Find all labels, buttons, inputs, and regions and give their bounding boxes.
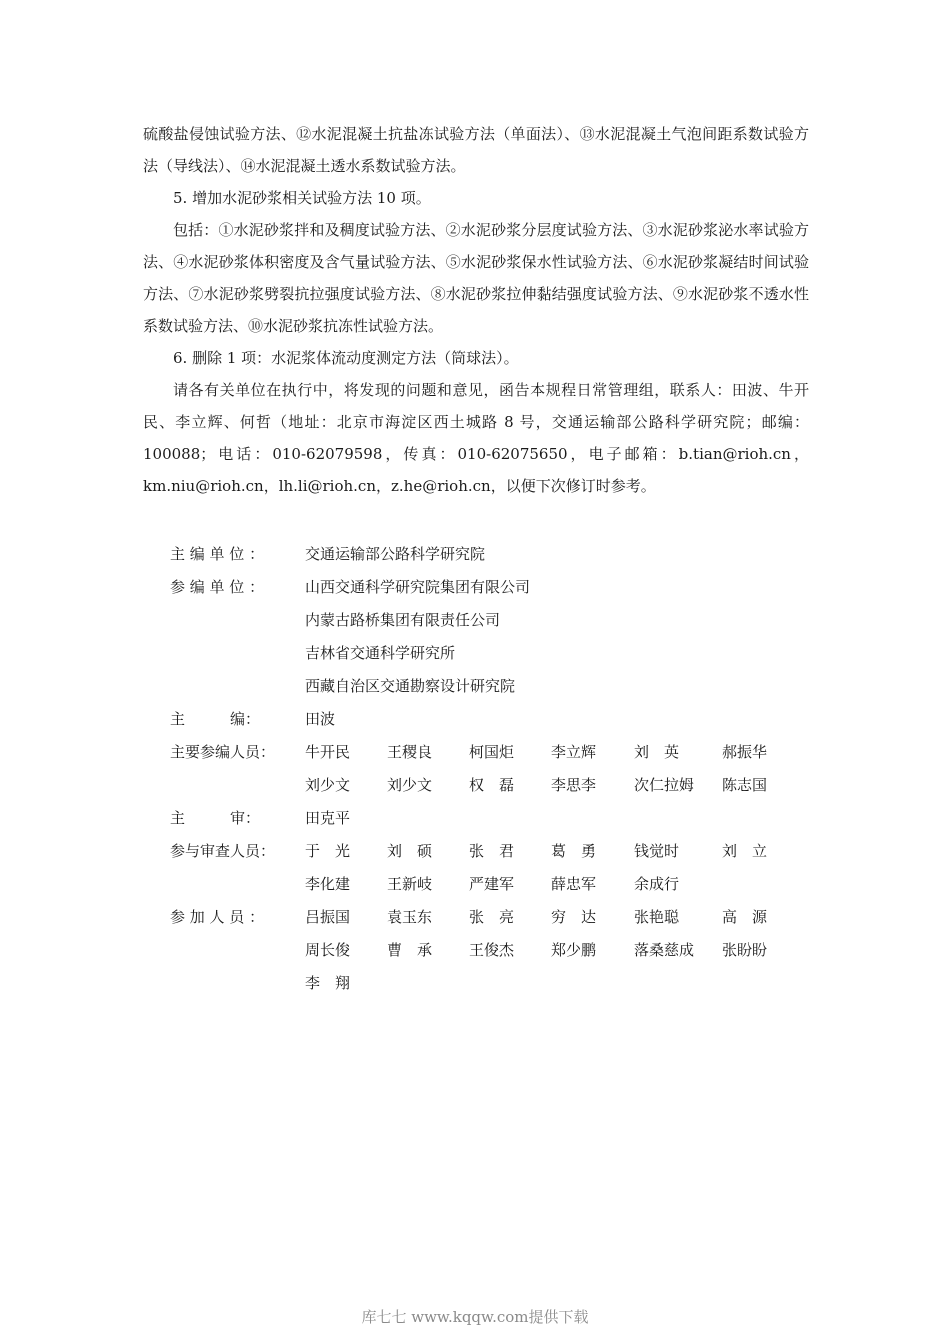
- credit-values: [305, 703, 810, 736]
- credit-main-editors: [170, 736, 810, 802]
- paragraph-3: 包括：①水泥砂浆拌和及稠度试验方法、②水泥砂浆分层度试验方法、③水泥砂浆泌水率试验方法、④水泥砂浆体积密度及含气量试验方法、⑤水泥砂浆保水性试验方法、⑥水泥砂浆凝结时间试验方法、⑦水泥砂浆劈裂抗拉强度试验方法、⑧水泥砂浆拉伸黏结强度试验方法、⑨水泥砂浆不透水性系数试验方法、⑩水泥砂浆抗冻性试验方法。: [143, 221, 809, 335]
- credit-chief-reviewer: [170, 802, 810, 835]
- credit-label: 主要参编人员：: [170, 743, 276, 761]
- person-name: 张 君: [469, 842, 515, 860]
- person-name: 余成行: [634, 875, 680, 893]
- person-name: 张 亮: [469, 908, 515, 926]
- credits-section: [170, 538, 810, 1000]
- person-name: 高 源: [722, 908, 768, 926]
- credit-participating-units: [170, 571, 810, 703]
- credit-values: [305, 538, 810, 571]
- unit-name: 内蒙古路桥集团有限责任公司: [305, 611, 501, 629]
- person-name: 张盼盼: [722, 941, 768, 959]
- person-name: 李思李: [551, 776, 597, 794]
- person-name: 袁玉东: [387, 908, 433, 926]
- download-footer: 库七七 www.kqqw.com提供下载: [361, 1308, 589, 1326]
- person-name: 郑少鹏: [551, 941, 597, 959]
- person-name: 刘 硕: [387, 842, 433, 860]
- person-name: 王新岐: [387, 875, 433, 893]
- unit-name: 西藏自治区交通勘察设计研究院: [305, 677, 516, 695]
- credit-label: 参 编 单 位 ：: [170, 578, 265, 596]
- person-name: 穷 达: [551, 908, 597, 926]
- credit-label: 参 加 人 员 ：: [170, 908, 265, 926]
- person-name: 刘少文: [305, 776, 351, 794]
- person-name: 郝振华: [722, 743, 768, 761]
- person-name: 周长俊: [305, 941, 351, 959]
- person-name: 钱觉时: [634, 842, 680, 860]
- person-name: 王稷良: [387, 743, 433, 761]
- unit-name: 山西交通科学研究院集团有限公司: [305, 578, 531, 596]
- paragraph-4: 6. 删除 1 项：水泥浆体流动度测定方法（筒球法）。: [173, 349, 519, 367]
- person-name: 落桑慈成: [634, 941, 695, 959]
- person-name: 柯国炬: [469, 743, 515, 761]
- credit-label: 参与审查人员：: [170, 842, 276, 860]
- names-grid: [305, 736, 810, 802]
- person-name: 吕振国: [305, 908, 351, 926]
- credit-values: [305, 802, 810, 835]
- person-name: 王俊杰: [469, 941, 515, 959]
- credit-label: 主 审：: [170, 809, 261, 827]
- paragraph-2: 5. 增加水泥砂浆相关试验方法 10 项。: [173, 189, 431, 207]
- credit-reviewers: [170, 835, 810, 901]
- body-text: [143, 118, 809, 502]
- person-name: 田波: [305, 710, 336, 728]
- person-name: 张艳聪: [634, 908, 680, 926]
- person-name: 田克平: [305, 809, 351, 827]
- paragraph-5: 请各有关单位在执行中，将发现的问题和意见，函告本规程日常管理组，联系人：田波、牛开民、李立辉、何哲（地址：北京市海淀区西土城路 8 号，交通运输部公路科学研究院；邮编：100088；电话：010-62079598，传真：010-62075650，电子邮箱：b.tian@rioh.cn，km.niu@rioh.cn，lh.li@rioh.cn，z.he@rioh.cn，以便下次修订时参考。: [143, 381, 809, 495]
- person-name: 严建军: [469, 875, 515, 893]
- names-grid: [305, 901, 810, 1000]
- person-name: 权 磊: [469, 776, 515, 794]
- person-name: 薛忠军: [551, 875, 597, 893]
- person-name: 于 光: [305, 842, 351, 860]
- person-name: 李化建: [305, 875, 351, 893]
- credit-label: 主 编 单 位 ：: [170, 545, 265, 563]
- credit-label: 主 编：: [170, 710, 261, 728]
- unit-name: 吉林省交通科学研究所: [305, 644, 456, 662]
- paragraph-1: 硫酸盐侵蚀试验方法、⑫水泥混凝土抗盐冻试验方法（单面法）、⑬水泥混凝土气泡间距系数试验方法（导线法）、⑭水泥混凝土透水系数试验方法。: [143, 125, 809, 175]
- person-name: 刘 英: [634, 743, 680, 761]
- person-name: 曹 承: [387, 941, 433, 959]
- person-name: 牛开民: [305, 743, 351, 761]
- credit-chief-editor: [170, 703, 810, 736]
- credit-chief-unit: [170, 538, 810, 571]
- person-name: 刘 立: [722, 842, 768, 860]
- person-name: 次仁拉姆: [634, 776, 695, 794]
- person-name: 李 翔: [305, 974, 351, 992]
- person-name: 陈志国: [722, 776, 768, 794]
- unit-name: 交通运输部公路科学研究院: [305, 545, 486, 563]
- credit-values: [305, 571, 810, 703]
- person-name: 刘少文: [387, 776, 433, 794]
- names-grid: [305, 835, 810, 901]
- person-name: 李立辉: [551, 743, 597, 761]
- person-name: 葛 勇: [551, 842, 597, 860]
- credit-participants: [170, 901, 810, 1000]
